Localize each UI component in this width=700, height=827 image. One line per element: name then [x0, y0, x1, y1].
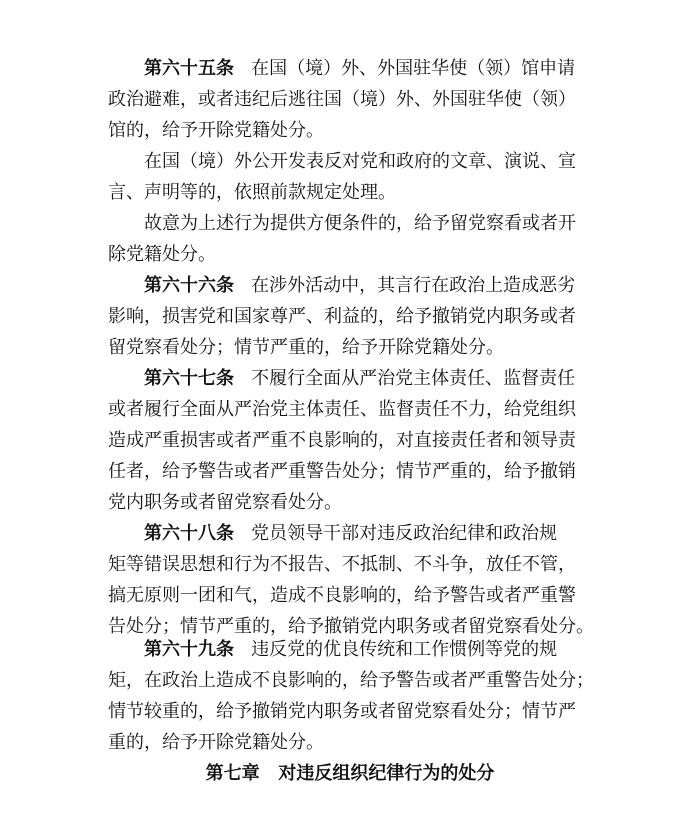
article-68-line-2: 矩等错误思想和行为不报告、不抵制、不斗争，放任不管，: [108, 554, 576, 575]
article-67-line-1: [108, 363, 608, 394]
chapter-heading: [0, 758, 700, 789]
article-65-paragraph-2: [108, 146, 608, 208]
article-67-line-5: 党内职务或者留党察看处分。: [108, 492, 342, 513]
article-65-p2-line-1: 在国（境）外公开发表反对党和政府的文章、演说、宣: [144, 151, 576, 172]
article-69: [108, 634, 608, 758]
chapter-title: 对违反组织纪律行为的处分: [278, 763, 495, 784]
article-68-line-1: [108, 518, 608, 549]
article-66-line-3: 留党察看处分；情节严重的，给予开除党籍处分。: [108, 337, 504, 358]
article-65-line-1: [108, 53, 608, 84]
article-66-line-1: [108, 270, 608, 301]
article-65-paragraph-3: [108, 208, 608, 270]
article-65-text-1: 在国（境）外、外国驻华使（领）馆申请: [251, 58, 576, 79]
article-69-line-1: [108, 634, 608, 665]
article-68-line-3: 搞无原则一团和气，造成不良影响的，给予警告或者严重警: [108, 585, 576, 606]
article-67-line-3: 造成严重损害或者严重不良影响的，对直接责任者和领导责: [108, 430, 576, 451]
article-67-line-2: 或者履行全面从严治党主体责任、监督责任不力，给党组织: [108, 399, 576, 420]
article-67-line-4: 任者，给予警告或者严重警告处分；情节严重的，给予撤销: [108, 461, 576, 482]
article-65-line-3: 馆的，给予开除党籍处分。: [108, 120, 324, 141]
article-67-text-1: 不履行全面从严治党主体责任、监督责任: [251, 368, 576, 389]
article-65-p3-line-2: 除党籍处分。: [108, 244, 216, 265]
article-67: [108, 363, 608, 518]
article-69-line-3: 情节较重的，给予撤销党内职务或者留党察看处分；情节严: [108, 701, 576, 722]
article-68-number: 第六十八条: [144, 523, 234, 544]
article-65-number: 第六十五条: [144, 58, 234, 79]
article-65-p3-line-1: 故意为上述行为提供方便条件的，给予留党察看或者开: [144, 213, 576, 234]
article-66-text-1: 在涉外活动中，其言行在政治上造成恶劣: [251, 275, 576, 296]
article-67-number: 第六十七条: [144, 368, 234, 389]
article-65: [108, 53, 608, 146]
article-66-number: 第六十六条: [144, 275, 234, 296]
article-69-line-2: 矩，在政治上造成不良影响的，给予警告或者严重警告处分；: [108, 670, 594, 691]
article-69-number: 第六十九条: [144, 639, 234, 660]
article-69-text-1: 违反党的优良传统和工作惯例等党的规: [251, 639, 558, 660]
article-68-text-1: 党员领导干部对违反政治纪律和政治规: [251, 523, 558, 544]
article-65-p2-line-2: 言、声明等的，依照前款规定处理。: [108, 182, 396, 203]
article-68-line-4: 告处分；情节严重的，给予撤销党内职务或者留党察看处分。: [108, 616, 594, 637]
article-68: [108, 518, 608, 642]
article-66: [108, 270, 608, 363]
article-65-line-2: 政治避难，或者违纪后逃往国（境）外、外国驻华使（领）: [108, 89, 576, 110]
article-69-line-4: 重的，给予开除党籍处分。: [108, 732, 324, 753]
article-66-line-2: 影响，损害党和国家尊严、利益的，给予撤销党内职务或者: [108, 306, 576, 327]
chapter-label: 第七章: [205, 763, 260, 784]
